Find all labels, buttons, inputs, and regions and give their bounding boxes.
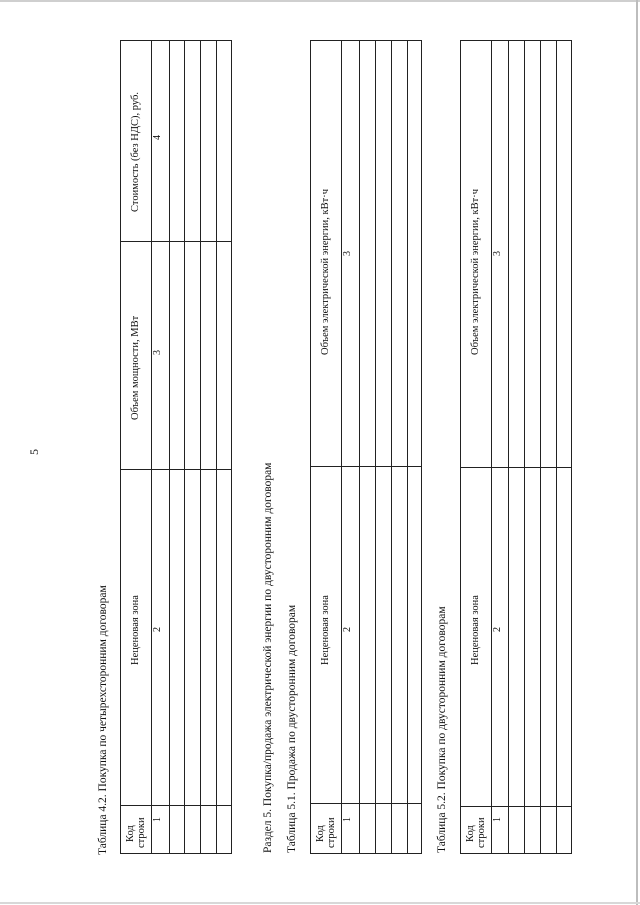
section-5-title: Раздел 5. Покупка/продажа электрической энергии по двусторонним договорам	[262, 462, 274, 853]
table-5-1-row-divider	[341, 41, 342, 853]
table-5-2-col-number: 1	[492, 817, 503, 822]
table-5-2-row-divider	[508, 41, 509, 853]
table-5-1-header-code-1: Код	[315, 825, 326, 842]
table-5-1-col-divider	[311, 466, 421, 467]
table-5-1-col-number: 1	[342, 817, 353, 822]
table-5-1-row-divider	[375, 41, 376, 853]
table-4-2-header-code-1: Код	[125, 825, 136, 842]
table-4-2-header-code-2: строки	[136, 817, 147, 848]
table-4-2-col-divider	[121, 805, 231, 806]
table-5-2-col-number: 3	[492, 251, 503, 256]
table-5-1-header-zone: Неценовая зона	[320, 595, 331, 665]
table-5-1-col-number: 2	[342, 627, 353, 632]
table-4-2-row-divider	[184, 41, 185, 853]
table-5-1-header-code-2: строки	[326, 817, 337, 848]
table-5-2-caption: Таблица 5.2. Покупка по двусторонним договорам	[436, 606, 448, 853]
table-5-2-header-energy: Объем электрической энергии, кВт·ч	[470, 188, 481, 355]
page-edge-right	[636, 0, 638, 905]
table-5-1-col-number: 3	[342, 251, 353, 256]
table-5-1-row-divider	[359, 41, 360, 853]
table-5-2-row-divider	[491, 41, 492, 853]
table-5-1	[310, 40, 422, 854]
table-4-2-header-zone: Неценовая зона	[130, 595, 141, 665]
table-5-1-header-energy: Объем электрической энергии, кВт·ч	[320, 188, 331, 355]
table-4-2-col-number: 1	[152, 817, 163, 822]
table-5-2-col-number: 2	[492, 627, 503, 632]
table-4-2-col-divider	[121, 469, 231, 470]
table-5-2	[460, 40, 572, 854]
table-5-2-row-divider	[540, 41, 541, 853]
table-4-2-header-power: Объем мощности, МВт	[130, 315, 141, 420]
table-4-2-row-divider	[200, 41, 201, 853]
table-5-2-header-zone: Неценовая зона	[470, 595, 481, 665]
table-5-1-row-divider	[391, 41, 392, 853]
table-5-2-row-divider	[524, 41, 525, 853]
table-5-2-header-code-2: строки	[476, 817, 487, 848]
table-4-2-col-divider	[121, 241, 231, 242]
table-5-2-row-divider	[556, 41, 557, 853]
table-4-2-header-cost: Стоимость (без НДС), руб.	[130, 92, 141, 212]
page-edge-top	[0, 0, 640, 2]
table-4-2-row-divider	[169, 41, 170, 853]
table-5-1-col-divider	[311, 803, 421, 804]
table-4-2-row-divider	[151, 41, 152, 853]
table-5-2-header-code-1: Код	[465, 825, 476, 842]
table-5-2-col-divider	[461, 806, 571, 807]
table-4-2-col-number: 3	[152, 350, 163, 355]
table-4-2-row-divider	[216, 41, 217, 853]
table-5-1-caption: Таблица 5.1. Продажа по двусторонним договорам	[286, 604, 298, 853]
table-4-2-col-number: 4	[152, 135, 163, 140]
page-edge-bottom	[0, 902, 640, 904]
table-4-2-caption: Таблица 4.2. Покупка по четырехсторонним договорам	[97, 585, 109, 855]
table-5-1-row-divider	[407, 41, 408, 853]
table-4-2-col-number: 2	[152, 627, 163, 632]
table-5-2-col-divider	[461, 467, 571, 468]
page-number: 5	[27, 449, 41, 455]
